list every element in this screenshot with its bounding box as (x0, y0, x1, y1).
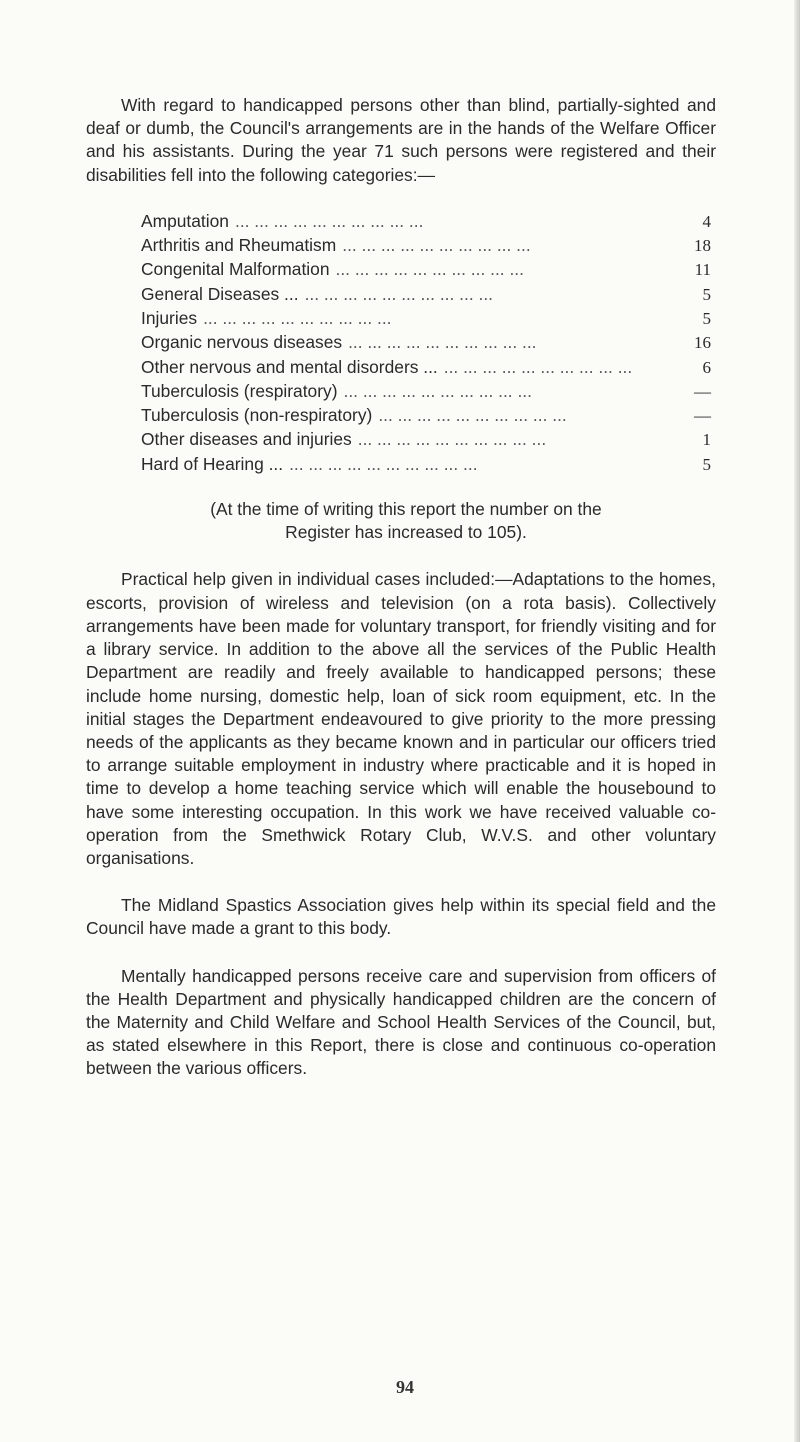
disability-label: Tuberculosis (respiratory) (141, 380, 338, 401)
leader-dots: ... ... ... ... ... ... ... ... ... ... (234, 210, 424, 231)
disability-label: Congenital Malformation (141, 259, 330, 280)
register-note-line2: Register has increased to 105). (285, 522, 527, 543)
disability-label: Tuberculosis (non-respiratory) (141, 405, 373, 426)
leader-dots: ... ... ... ... ... ... ... ... ... ... (304, 283, 493, 304)
disability-count: 4 (702, 211, 711, 231)
leader-dots: ... ... ... ... ... ... ... ... ... ... (289, 453, 478, 474)
disability-label: Arthritis and Rheumatism (141, 235, 337, 256)
disability-count: — (694, 381, 711, 401)
disability-label: General Diseases ... (141, 283, 299, 304)
disability-count: — (694, 406, 711, 426)
leader-dots: ... ... ... ... ... ... ... ... ... ... (348, 332, 537, 353)
leader-dots: ... ... ... ... ... ... ... ... ... ... (357, 429, 547, 450)
disability-label: Amputation (141, 210, 229, 231)
table-row (141, 284, 711, 308)
page-edge-shadow (794, 0, 800, 1442)
table-row (141, 405, 711, 429)
leader-dots: ... ... ... ... ... ... ... ... ... ... (203, 308, 392, 328)
mentally-handicapped-paragraph: Mentally handicapped persons receive care and supervision from officers of the Health Department and physically handicapped children are the concern of the Maternity and Child Welfare and School Health Services of the Council, but, as stated elsewhere in this Report, there is close and continuous co-operation between the various officers. (86, 965, 716, 1079)
leader-dots: ... ... ... ... ... ... ... ... ... ... (443, 356, 633, 377)
disability-count: 16 (694, 333, 711, 353)
disability-count: 5 (702, 454, 711, 474)
page-number: 94 (396, 1377, 414, 1397)
page-content (86, 94, 716, 1081)
table-row (141, 454, 711, 478)
leader-dots: ... ... ... ... ... ... ... ... ... ... (343, 380, 532, 401)
disability-count: 5 (702, 284, 711, 304)
disability-label: Organic nervous diseases (141, 332, 343, 353)
disability-label: Other nervous and mental disorders ... (141, 356, 438, 377)
table-row (141, 381, 711, 405)
intro-paragraph: With regard to handicapped persons other than blind, partially-sighted and deaf or dumb, the Council's arrangements are in the hands of the Welfare Officer and his assistants. During the year 71 such persons were registered and their disabilities fell into the following categories:— (86, 95, 716, 185)
leader-dots: ... ... ... ... ... ... ... ... ... ... (378, 405, 567, 426)
spastics-paragraph: The Midland Spastics Association gives help within its special field and the Council have made a grant to this body. (86, 895, 716, 939)
disability-label: Other diseases and injuries (141, 429, 352, 450)
table-row (141, 259, 711, 283)
table-row (141, 429, 711, 453)
disability-count: 5 (702, 309, 711, 328)
table-row (141, 235, 711, 259)
leader-dots: ... ... ... ... ... ... ... ... ... ... (342, 235, 531, 256)
disability-count: 6 (702, 357, 711, 377)
disability-label: Injuries (141, 308, 198, 328)
table-row (141, 211, 711, 235)
disability-count: 1 (702, 430, 711, 450)
disability-label: Hard of Hearing ... (141, 453, 284, 474)
practical-help-paragraph: Practical help given in individual cases included:—Adaptations to the homes, escorts, provision of wireless and television (on a rota basis). Collectively arrangements have been made for voluntary transport, for friendly visiting and for a library service. In addition to the above all the services of the Public Health Department are readily and freely available to handicapped persons; these include home nursing, domestic help, loan of sick room equipment, etc. In the initial stages the Department endeavoured to give priority to the more pressing needs of the applicants as they became known and in particular our officers tried to arrange suitable employment in industry where practicable and it is hoped in time to develop a home teaching service which will enable the housebound to have some interesting occupation. In this work we have received valuable co-operation from the Smethwick Rotary Club, W.V.S. and other voluntary organisations. (86, 569, 716, 868)
disabilities-table (141, 211, 711, 478)
register-note-line1: (At the time of writing this report the number on the (210, 499, 602, 520)
register-note (86, 498, 716, 544)
disability-count: 18 (694, 236, 711, 256)
table-row (141, 332, 711, 356)
table-row (141, 357, 711, 381)
leader-dots: ... ... ... ... ... ... ... ... ... ... (335, 259, 524, 280)
table-row (141, 308, 711, 332)
disability-count: 11 (694, 260, 711, 280)
